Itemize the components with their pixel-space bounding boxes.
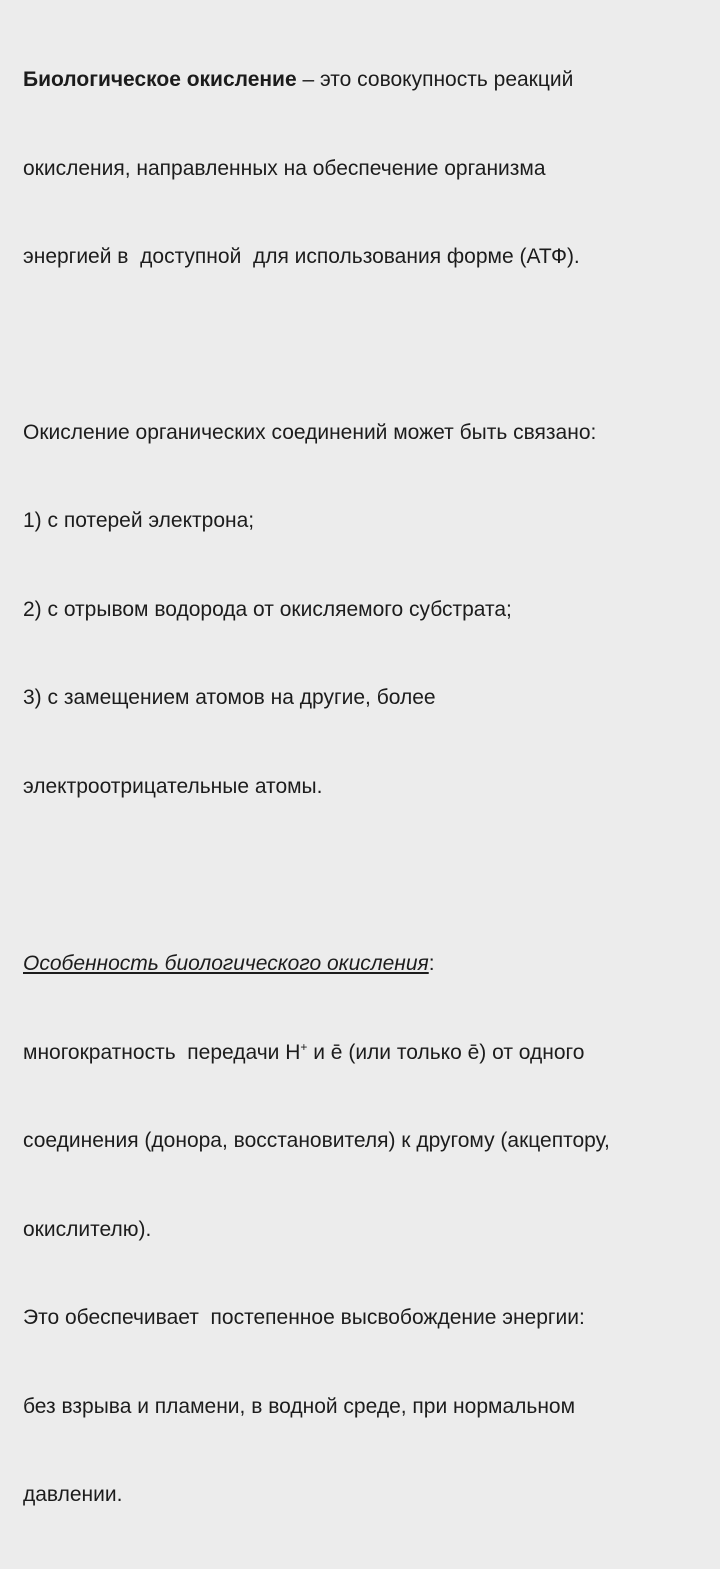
spacer	[23, 331, 708, 359]
features-line-2: соединения (донора, восстановителя) к другому (акцептору,	[23, 1129, 610, 1152]
oxidation-item-1: 1) с потерей электрона;	[23, 509, 255, 532]
proton-charge-superscript: +	[300, 1039, 308, 1054]
oxidation-heading: Окисление органических соединений может быть связано:	[23, 420, 597, 444]
definition-line-1	[23, 65, 708, 95]
oxidation-item-2: 2) с отрывом водорода от окисляемого субстрата;	[23, 597, 512, 621]
oxidation-item-3: 3) с замещением атомов на другие, более	[23, 686, 436, 709]
definition-line-3: энергией в доступной для использования форме (АТФ).	[23, 245, 580, 268]
spacer	[23, 860, 708, 890]
definition-line-2: окисления, направленных на обеспечение организма	[23, 156, 546, 180]
features-line-5: без взрыва и пламени, в водной среде, при нормальном	[23, 1394, 576, 1418]
definition-paragraph	[23, 6, 708, 331]
features-line-1-start: многократность передачи Н	[23, 1040, 301, 1064]
features-line-1	[23, 1038, 708, 1068]
definition-line-1-rest: – это совокупность реакций	[296, 68, 574, 91]
oxidation-item-3-continued: электроотрицательные атомы.	[23, 774, 323, 798]
oxidation-paragraph	[23, 359, 708, 861]
definition-term: Биологическое окисление	[23, 68, 297, 91]
features-line-4: Это обеспечивает постепенное высвобождение энергии:	[23, 1306, 585, 1329]
features-paragraph	[23, 890, 708, 1569]
features-line-3: окислителю).	[23, 1217, 152, 1241]
features-heading: Особенность биологического окисления	[23, 952, 429, 975]
features-line-6: давлении.	[23, 1483, 123, 1506]
features-heading-line	[23, 949, 708, 979]
features-line-1-end: и ē (или только ē) от одного	[307, 1040, 585, 1064]
features-heading-colon: :	[428, 952, 435, 975]
